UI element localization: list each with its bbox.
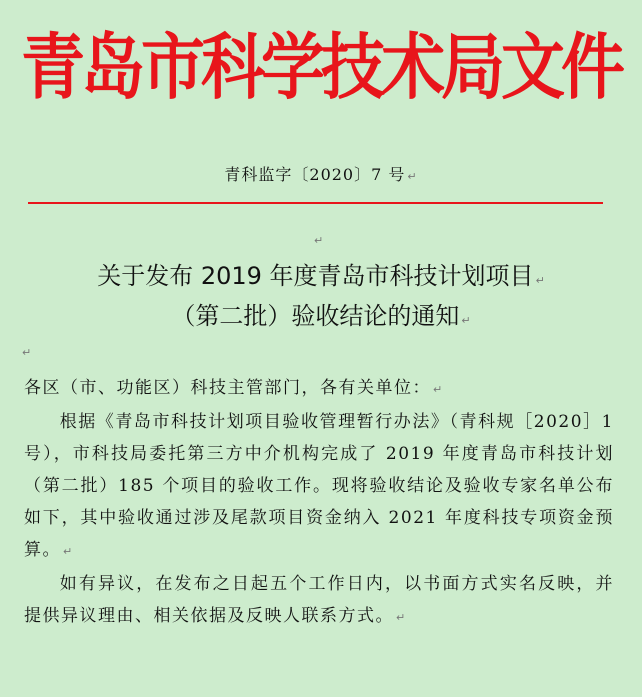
body-paragraph-1 [24,406,614,568]
red-separator-line [28,202,603,204]
paragraph-mark-icon: ↵ [63,545,74,558]
paragraph-mark-icon: ↵ [461,314,471,327]
salutation-text: 各区（市、功能区）科技主管部门，各有关单位： [24,378,431,398]
document-body [24,372,614,634]
paragraph-mark-icon: ↵ [396,611,407,624]
document-header-title: 青岛市科学技术局文件 [21,26,621,110]
document-number [0,162,642,185]
paragraph-mark-icon: ↵ [314,234,324,247]
document-number-text: 青科监字〔2020〕7 号 [224,165,406,184]
paragraph-mark-icon: ↵ [433,383,444,396]
notice-title-line-2 [0,296,642,331]
body-paragraph-2 [24,568,614,634]
body-paragraph-2-text: 如有异议，在发布之日起五个工作日内，以书面方式实名反映，并提供异议理由、相关依据及反映人联系方式。 [24,574,614,626]
paragraph-mark-icon: ↵ [407,170,418,183]
salutation [24,372,614,406]
body-paragraph-1-text: 根据《青岛市科技计划项目验收管理暂行办法》（青科规［2020］1 号），市科技局委托第三方中介机构完成了 2019 年度青岛市科技计划（第二批）185 个项目的验收工作。现将验收结论及验收专家名单公布如下，其中验收通过涉及尾款项目资金纳入 2021 年度科技专项资金预算。 [24,412,614,560]
notice-title-line-1 [0,256,642,291]
paragraph-mark-icon: ↵ [22,346,32,359]
notice-title-line-2-text: （第二批）验收结论的通知 [171,302,460,330]
notice-title-line-1-text: 关于发布 2019 年度青岛市科技计划项目 [97,262,534,290]
paragraph-mark-icon: ↵ [535,274,545,287]
